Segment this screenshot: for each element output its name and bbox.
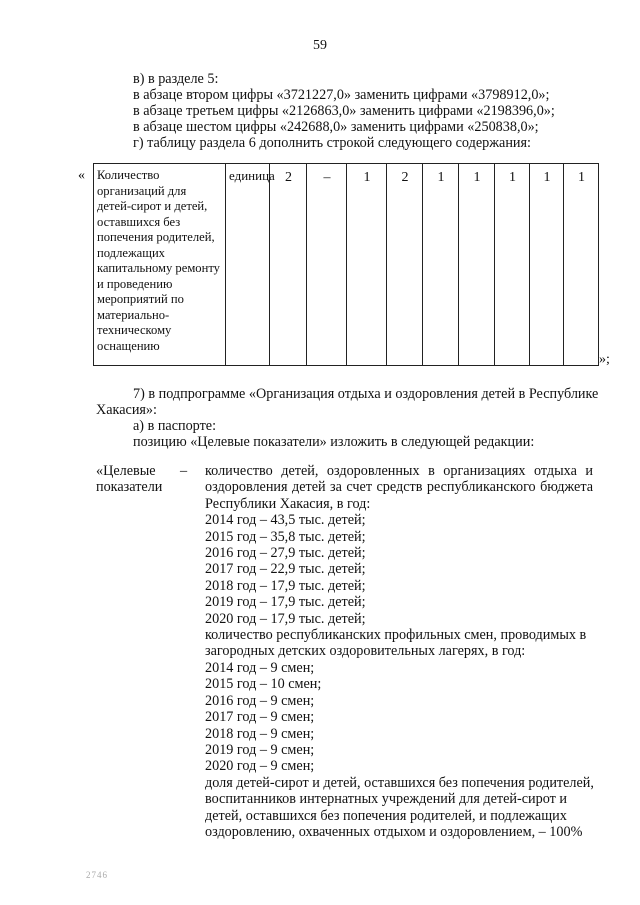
targets-label-line: «Целевые [96, 463, 156, 479]
value-cell: 2 [270, 164, 307, 366]
indicator-name-cell: Количество организаций для детей-сирот и детей, оставшихся без попечения родителей, подлежащих капитальному ремонту и проведению мероприятий по материально-техническому оснащению [94, 164, 226, 366]
list-item: 2016 год – 27,9 тыс. детей; [205, 545, 366, 562]
paragraph-line: воспитанников интернатных учреждений для детей-сирот и [205, 791, 567, 808]
section7-position: позицию «Целевые показатели» изложить в следующей редакции: [133, 434, 535, 450]
paragraph-line: количество республиканских профильных смен, проводимых в [205, 627, 587, 644]
targets-dash: – [180, 463, 188, 479]
intro-line: г) таблицу раздела 6 дополнить строкой следующего содержания: [133, 135, 531, 151]
intro-line: в абзаце третьем цифры «2126863,0» заменить цифрами «2198396,0»; [133, 103, 555, 119]
page-number: 59 [313, 38, 327, 53]
section7-heading: 7) в подпрограмме «Организация отдыха и оздоровления детей в Республике [133, 386, 599, 402]
paragraph-line: Республики Хакасия, в год: [205, 495, 371, 512]
list-item: 2017 год – 9 смен; [205, 709, 315, 726]
paragraph-line: доля детей-сирот и детей, оставшихся без попечения родителей, [205, 774, 594, 791]
targets-label [96, 463, 162, 495]
table-close-quote: »; [599, 352, 610, 367]
list-item: 2015 год – 35,8 тыс. детей; [205, 528, 366, 545]
paragraph-line: количество детей, оздоровленных в организациях отдыха и [205, 463, 593, 479]
list-item: 2014 год – 43,5 тыс. детей; [205, 512, 366, 529]
list-item: 2017 год – 22,9 тыс. детей; [205, 561, 366, 578]
value-cell: 2 [387, 164, 423, 366]
value-cell: 1 [495, 164, 530, 366]
list-item: 2019 год – 17,9 тыс. детей; [205, 594, 366, 611]
table-open-quote: « [78, 168, 85, 183]
paragraph-line: загородных детских оздоровительных лагерях, в год: [205, 643, 526, 660]
value-cell: 1 [423, 164, 459, 366]
list-item: 2016 год – 9 смен; [205, 692, 315, 709]
list-item: 2015 год – 10 смен; [205, 676, 322, 693]
targets-label-line: показатели [96, 479, 163, 495]
list-item: 2019 год – 9 смен; [205, 741, 315, 758]
intro-line: в) в разделе 5: [133, 71, 219, 87]
section7-heading-cont: Хакасия»: [96, 402, 157, 418]
intro-line: в абзаце шестом цифры «242688,0» заменить цифрами «250838,0»; [133, 119, 539, 135]
intro-line: в абзаце втором цифры «3721227,0» заменить цифрами «3798912,0»; [133, 87, 550, 103]
value-cell: 1 [347, 164, 387, 366]
value-cell: – [307, 164, 347, 366]
section7-sub-a: а) в паспорте: [133, 418, 217, 434]
indicator-table [93, 163, 599, 366]
paragraph-line: оздоровлению, охваченных отдыхом и оздоровлением, – 100% [205, 823, 583, 840]
list-item: 2014 год – 9 смен; [205, 659, 315, 676]
value-cell: 1 [564, 164, 599, 366]
table-row [94, 164, 599, 366]
targets-content [205, 463, 593, 840]
value-cell: 1 [459, 164, 495, 366]
list-item: 2020 год – 9 смен; [205, 758, 315, 775]
list-item: 2020 год – 17,9 тыс. детей; [205, 610, 366, 627]
list-item: 2018 год – 9 смен; [205, 725, 315, 742]
paragraph-line: детей, оставшихся без попечения родителей, и подлежащих [205, 807, 567, 824]
paragraph-line: оздоровления детей за счет средств республиканского бюджета [205, 479, 593, 496]
value-cell: 1 [530, 164, 564, 366]
list-item: 2018 год – 17,9 тыс. детей; [205, 577, 366, 594]
footer-mark: 2746 [86, 870, 108, 880]
unit-cell: единица [226, 164, 270, 366]
